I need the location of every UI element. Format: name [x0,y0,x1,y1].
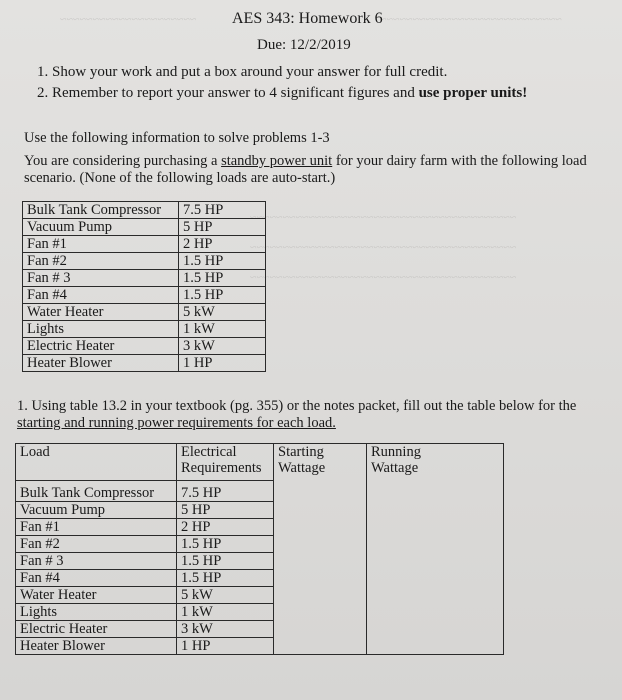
starting-wattage-cell[interactable] [274,553,367,570]
table-row [23,202,266,219]
starting-wattage-cell[interactable] [274,621,367,638]
load-name: Bulk Tank Compressor [16,485,177,502]
homework-title: AES 343: Homework 6 [232,10,383,27]
load-name: Fan #4 [23,287,179,304]
running-wattage-cell[interactable] [367,604,504,621]
load-name: Heater Blower [16,638,177,655]
instruction-item: 1. Show your work and put a box around your answer for full credit. [52,64,527,81]
scenario-text: You are considering purchasing a standby power unit for your dairy farm with the following load scenario. (None of the following loads are auto-start.) [24,153,587,186]
load-requirement: 3 kW [179,338,266,355]
load-name: Fan #2 [23,253,179,270]
table-row [23,304,266,321]
load-name: Lights [16,604,177,621]
table-row [23,253,266,270]
running-wattage-cell[interactable] [367,587,504,604]
starting-wattage-cell[interactable] [274,502,367,519]
table-row [16,621,504,638]
table-row [16,536,504,553]
load-header: Load [16,444,177,481]
bleed-through-text: ~~~~~~~~~~~~~~~~~~~~~ [60,12,197,26]
load-requirement: 1.5 HP [179,253,266,270]
load-requirement: 1 kW [177,604,274,621]
emphasis-text: use proper units! [418,85,528,101]
running-wattage-cell[interactable] [367,570,504,587]
instruction-item: 2. Remember to report your answer to 4 significant figures and use proper units! [52,85,527,102]
table-row [16,485,504,502]
table-row [23,287,266,304]
starting-wattage-cell[interactable] [274,638,367,655]
load-requirement: 1.5 HP [179,287,266,304]
table-row [16,502,504,519]
load-name: Fan # 3 [23,270,179,287]
load-requirement: 1.5 HP [177,570,274,587]
load-requirement: 5 HP [177,502,274,519]
load-name: Fan #4 [16,570,177,587]
bleed-through-text: ~~~~~~~~~~~~~~~~~~~~~~~~~~~~~~~~~~~~~~~~~ [250,210,517,224]
bleed-through-text: ~~~~~~~~~~~~~~~~~~~~~~~~~~~~~~~~~~~~~~~~~ [250,240,517,254]
load-name: Fan # 3 [16,553,177,570]
load-name: Bulk Tank Compressor [23,202,179,219]
load-name: Vacuum Pump [16,502,177,519]
running-wattage-cell[interactable] [367,536,504,553]
load-requirement: 1 kW [179,321,266,338]
table-header-row [16,444,504,481]
load-name: Water Heater [16,587,177,604]
load-requirement: 1.5 HP [177,553,274,570]
table-row [23,219,266,236]
running-wattage-cell[interactable] [367,553,504,570]
table-row [16,638,504,655]
load-requirement: 7.5 HP [179,202,266,219]
running-wattage-cell[interactable] [367,502,504,519]
load-name: Fan #2 [16,536,177,553]
running-wattage-cell[interactable] [367,638,504,655]
intro-text: Use the following information to solve problems 1-3 [24,130,330,146]
load-name: Fan #1 [16,519,177,536]
load-name: Heater Blower [23,355,179,372]
load-requirement: 2 HP [179,236,266,253]
electrical-requirements-header: Electrical Requirements [177,444,274,481]
load-requirement: 2 HP [177,519,274,536]
table-row [23,355,266,372]
due-date: Due: 12/2/2019 [257,37,351,53]
instructions-list [24,64,527,106]
starting-wattage-cell[interactable] [274,536,367,553]
load-name: Electric Heater [23,338,179,355]
starting-wattage-cell[interactable] [274,587,367,604]
starting-wattage-cell[interactable] [274,519,367,536]
load-requirement: 3 kW [177,621,274,638]
running-wattage-cell[interactable] [367,621,504,638]
starting-wattage-cell[interactable] [274,570,367,587]
load-requirement: 1.5 HP [177,536,274,553]
table-row [23,236,266,253]
running-wattage-cell[interactable] [367,485,504,502]
load-requirement: 5 kW [177,587,274,604]
load-name: Vacuum Pump [23,219,179,236]
starting-wattage-cell[interactable] [274,604,367,621]
load-table [22,201,266,372]
load-requirement: 5 kW [179,304,266,321]
load-requirement: 1 HP [177,638,274,655]
table-row [23,338,266,355]
power-requirements-table [15,443,504,655]
question-1: 1. Using table 13.2 in your textbook (pg. 355) or the notes packet, fill out the table below for the starting and running power requirements for each load. [17,398,577,431]
bleed-through-text: ~~~~~~~~~~~~~~~~~~~~~~~~~~~~ [380,12,562,26]
load-requirement: 7.5 HP [177,485,274,502]
load-requirement: 1 HP [179,355,266,372]
starting-wattage-cell[interactable] [274,485,367,502]
table-row [16,570,504,587]
starting-wattage-header: Starting Wattage [274,444,367,481]
table-row [16,587,504,604]
table-row [16,604,504,621]
load-name: Water Heater [23,304,179,321]
table-row [16,553,504,570]
table-row [16,519,504,536]
load-name: Fan #1 [23,236,179,253]
load-requirement: 1.5 HP [179,270,266,287]
table-row [23,270,266,287]
table-row [23,321,266,338]
bleed-through-text: ~~~~~~~~~~~~~~~~~~~~~~~~~~~~~~~~~~~~~~~~~ [250,270,517,284]
running-wattage-header: Running Wattage [367,444,504,481]
load-name: Lights [23,321,179,338]
running-wattage-cell[interactable] [367,519,504,536]
load-requirement: 5 HP [179,219,266,236]
load-name: Electric Heater [16,621,177,638]
